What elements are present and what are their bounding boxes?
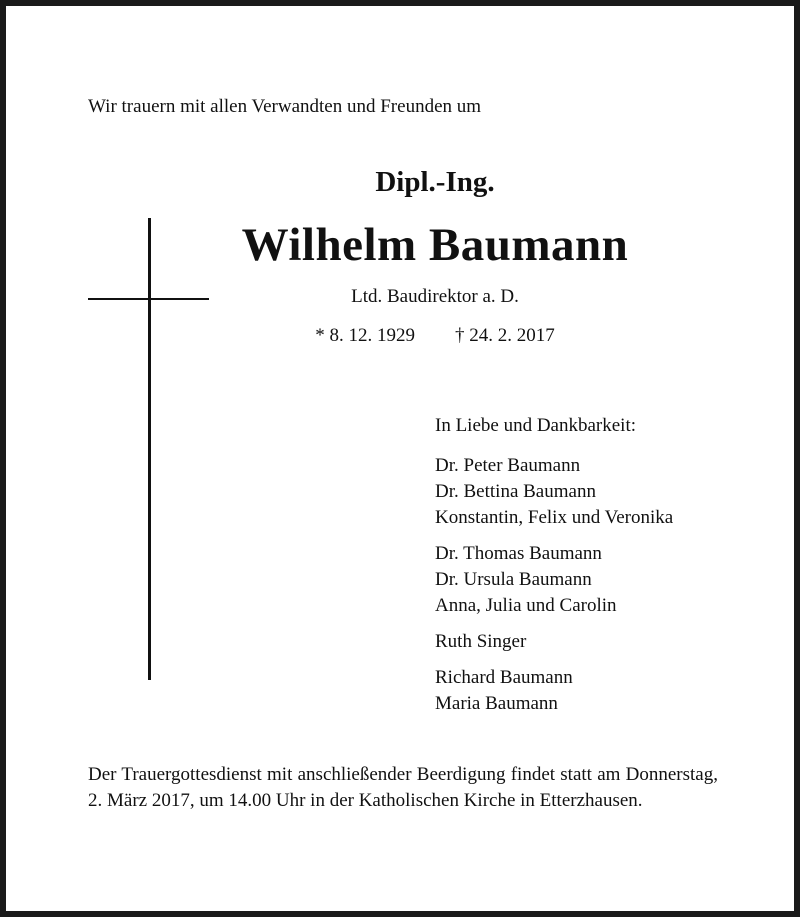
family-group [435, 453, 673, 531]
family-group [435, 665, 673, 717]
family-member: Richard Baumann [435, 667, 573, 688]
deceased-position: Ltd. Baudirektor a. D. [351, 286, 519, 307]
family-group [435, 541, 673, 619]
deceased-name: Wilhelm Baumann [241, 219, 629, 271]
family-member: Dr. Peter Baumann [435, 455, 581, 476]
family-member: Ruth Singer [435, 631, 527, 652]
family-heading: In Liebe und Dankbarkeit: [435, 415, 637, 436]
family-member: Konstantin, Felix und Veronika [435, 507, 674, 528]
family-member: Dr. Thomas Baumann [435, 543, 602, 564]
family-member: Anna, Julia und Carolin [435, 595, 617, 616]
cross-icon [148, 218, 151, 680]
cross-bar [88, 298, 209, 300]
birth-date: * 8. 12. 1929 [315, 325, 415, 346]
intro-text: Wir trauern mit allen Verwandten und Freunden um [88, 96, 482, 117]
family-list [435, 413, 673, 727]
academic-title: Dipl.-Ing. [375, 166, 495, 198]
life-dates [0, 325, 800, 347]
family-group [435, 629, 673, 655]
family-member: Dr. Ursula Baumann [435, 569, 592, 590]
death-date: † 24. 2. 2017 [455, 325, 555, 346]
family-member: Maria Baumann [435, 693, 558, 714]
service-announcement: Der Trauergottesdienst mit anschließender Beerdigung findet statt am Donnerstag, 2. März 2017, um 14.00 Uhr in der Katholischen Kirche in Etterzhausen. [88, 764, 718, 811]
family-member: Dr. Bettina Baumann [435, 481, 596, 502]
